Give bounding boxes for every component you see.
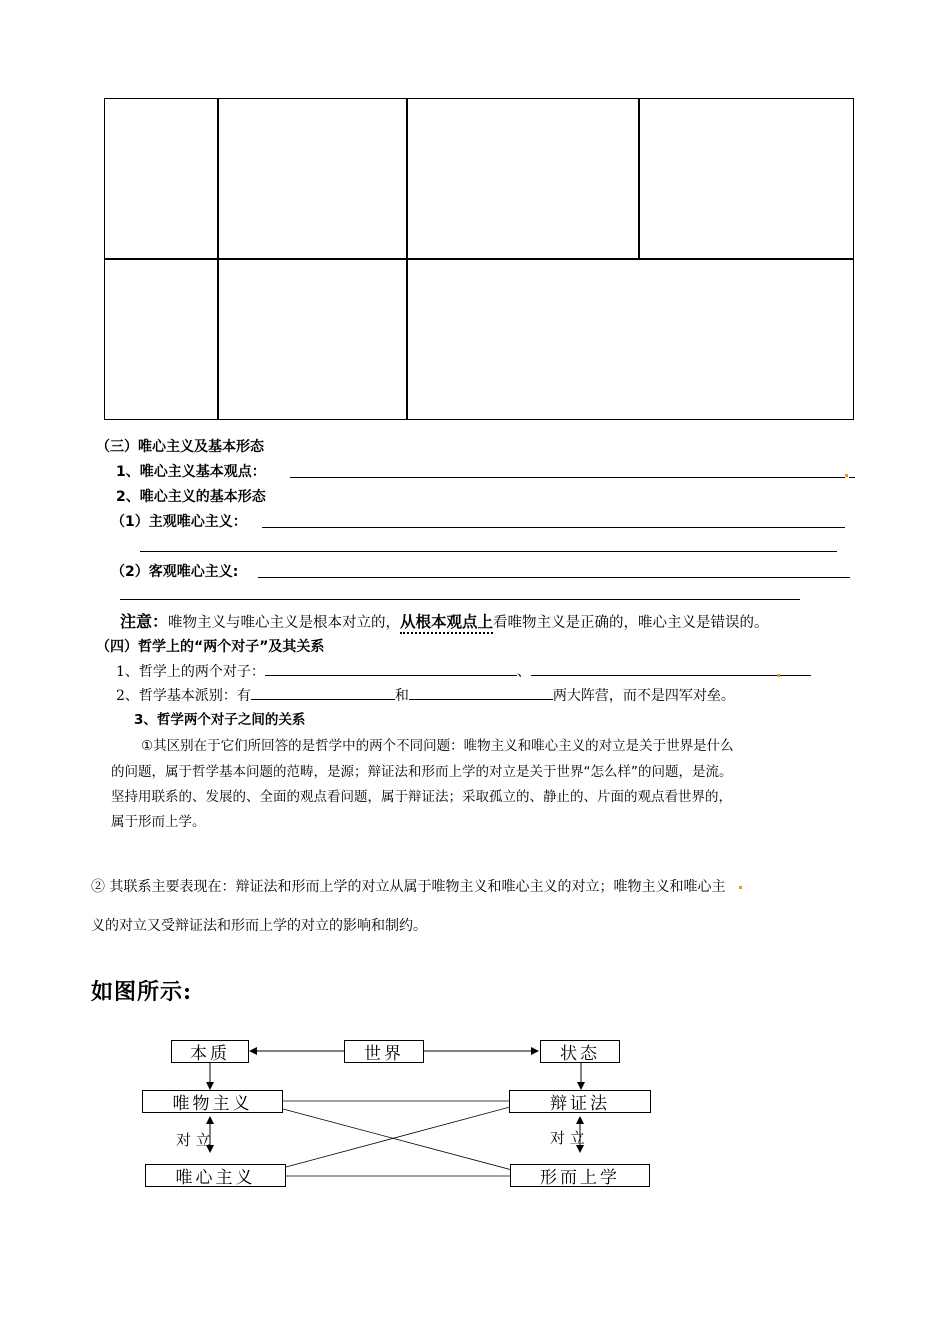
basic-schools-tail: 两大阵营，而不是四军对垒。: [552, 688, 735, 704]
relation-paragraph-line: ①其区别在于它们所回答的是哲学中的两个不同问题：唯物主义和唯心主义的对立是关于世界是什么: [141, 738, 734, 754]
box-dialectics: 辩证法: [509, 1090, 651, 1113]
objective-idealism-label: （2）客观唯心主义:: [111, 564, 239, 580]
basic-schools-label: 2、哲学基本派别：有: [116, 688, 251, 704]
box-materialism: 唯物主义: [142, 1090, 283, 1113]
line-idealism-dialectics: [286, 1107, 510, 1167]
subjective-idealism-label: （1）主观唯心主义：: [111, 514, 247, 530]
relation-paragraph-line: 的问题，属于哲学基本问题的范畴，是源；辩证法和形而上学的对立是关于世界“怎么样”的问题，是流。: [111, 764, 733, 780]
note-label: 注意：: [120, 612, 169, 631]
box-world: 世界: [344, 1040, 424, 1063]
basic-schools-and: 和: [394, 688, 409, 704]
relation-paragraph-line: 坚持用联系的、发展的、全面的观点看问题，属于辩证法；采取孤立的、静止的、片面的观点看世界的，: [111, 789, 732, 805]
connection-paragraph-line: ② 其联系主要表现在：辩证法和形而上学的对立从属于唯物主义和唯心主义的对立；唯物主义和唯心主: [91, 879, 726, 895]
connection-paragraph-line: 义的对立又受辩证法和形而上学的对立的影响和制约。: [91, 918, 427, 934]
note-text-a: 唯物主义与唯心主义是根本对立的，: [168, 615, 401, 631]
two-pairs-sep: 、: [516, 664, 531, 680]
relation-title: 3、哲学两个对子之间的关系: [134, 712, 306, 728]
note-text-b: 看唯物主义是正确的，唯心主义是错误的。: [493, 615, 769, 631]
opposition-label-left: 对 立: [176, 1131, 211, 1149]
relation-paragraph-line: 属于形而上学。: [111, 814, 206, 830]
opposition-label-right: 对 立: [550, 1129, 585, 1147]
section4-title: （四）哲学上的“两个对子”及其关系: [96, 639, 325, 655]
section3-title: （三）唯心主义及基本形态: [96, 439, 264, 455]
box-state: 状态: [540, 1040, 620, 1063]
idealism-viewpoint-label: 1、唯心主义基本观点：: [116, 464, 266, 480]
note-emphasis: 从根本观点上: [400, 612, 493, 634]
box-idealism: 唯心主义: [145, 1164, 286, 1187]
two-pairs-label: 1、哲学上的两个对子：: [116, 664, 265, 680]
figure-caption: 如图所示:: [91, 979, 193, 1005]
line-materialism-metaphysics: [283, 1109, 512, 1170]
box-metaphysics: 形而上学: [510, 1164, 650, 1187]
idealism-forms-label: 2、唯心主义的基本形态: [116, 489, 266, 505]
box-essence: 本质: [171, 1040, 249, 1063]
